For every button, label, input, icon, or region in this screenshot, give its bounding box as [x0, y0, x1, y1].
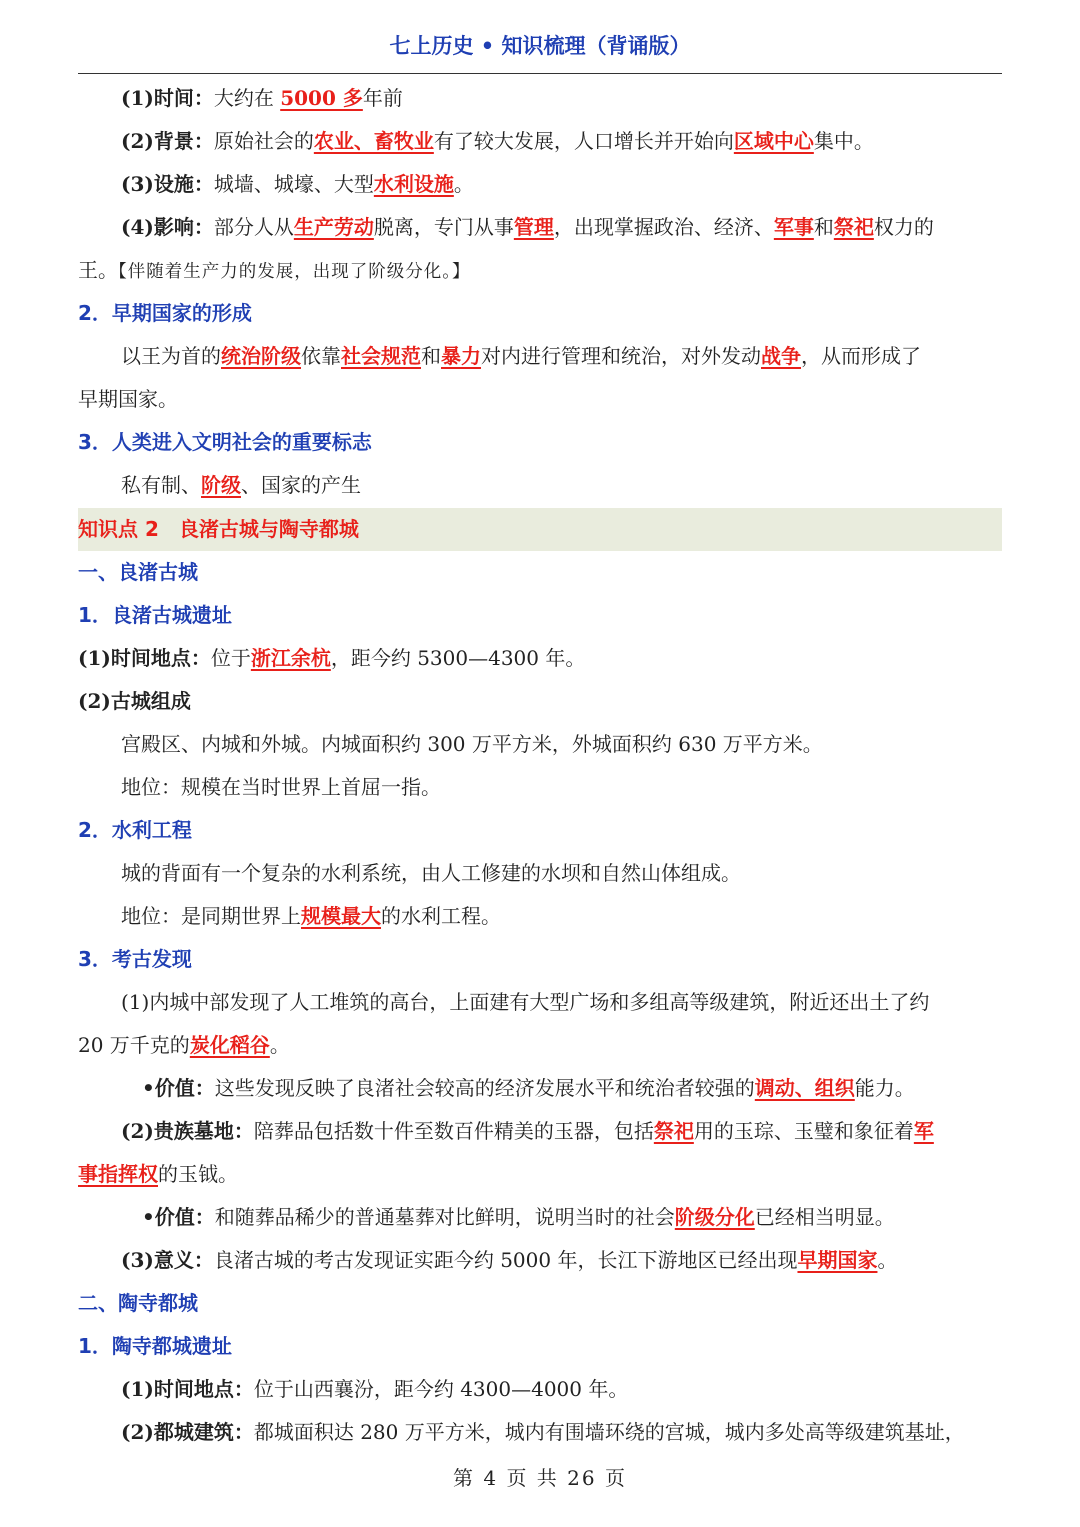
- text: 权力的: [873, 215, 934, 239]
- highlight: 早期国家: [797, 1248, 878, 1272]
- highlight: 阶级: [201, 473, 241, 497]
- highlight: 水利设施: [373, 172, 454, 196]
- highlight: 社会规范: [341, 344, 421, 368]
- text: 20 万千克的: [78, 1033, 190, 1057]
- facilities-label: (3)设施：: [121, 172, 214, 196]
- text: 的玉钺。: [158, 1162, 238, 1186]
- label: (1)时间地点：: [78, 646, 211, 670]
- text: 位于: [210, 646, 251, 670]
- note: 【伴随着生产力的发展，出现了阶级分化。】: [118, 262, 471, 282]
- text: 这些发现反映了良渚社会较高的经济发展水平和统治者较强的: [214, 1076, 755, 1100]
- highlight: 战争: [761, 344, 801, 368]
- label: (2)贵族墓地：: [121, 1119, 254, 1143]
- text: 良渚古城的考古发现证实距今约 5000 年，长江下游地区已经出现: [213, 1248, 798, 1272]
- highlight: 浙江余杭: [250, 646, 331, 670]
- section-heading: 二、陶寺都城: [78, 1291, 198, 1315]
- arch-paragraph-2-cont: [78, 1153, 1002, 1196]
- text: 对内进行管理和统治，对外发动: [481, 344, 761, 368]
- value-paragraph-2: [78, 1196, 1002, 1239]
- arch-paragraph-3: [78, 1239, 1002, 1282]
- label: •价值：: [142, 1205, 215, 1229]
- text: 已经相当明显。: [754, 1205, 895, 1229]
- section-heading: 2．早期国家的形成: [78, 301, 252, 325]
- highlight: 阶级分化: [674, 1205, 755, 1229]
- text: 。: [453, 172, 474, 196]
- time-paragraph: [78, 77, 1002, 120]
- subsection-heading: 2．水利工程: [78, 818, 192, 842]
- civilization-markers: [78, 464, 1002, 507]
- highlight: 统治阶级: [221, 344, 301, 368]
- highlight: 祭祀: [653, 1119, 694, 1143]
- highlight: 5000 多: [280, 86, 363, 110]
- text: 原始社会的: [213, 129, 314, 153]
- text: 年前: [362, 86, 403, 110]
- liangzhu-composition-label: (2)古城组成: [78, 689, 191, 713]
- text: 都城面积达 280 万平方米，城内有围墙环绕的宫城，城内多处高等级建筑基址，: [253, 1420, 965, 1444]
- state-formation-paragraph: [78, 335, 1002, 378]
- highlight: 军: [913, 1119, 934, 1143]
- water-status: [78, 895, 1002, 938]
- section-heading: 3．人类进入文明社会的重要标志: [78, 430, 372, 454]
- page-footer: 第 4 页 共 26 页: [453, 1466, 627, 1490]
- text: 脱离，专门从事: [373, 215, 514, 239]
- arch-paragraph-1-cont: [78, 1024, 1002, 1067]
- impact-label: (4)影响：: [121, 215, 214, 239]
- text: 位于山西襄汾，距今约 4300—4000 年。: [253, 1377, 629, 1401]
- liangzhu-composition-text: 宫殿区、内城和外城。内城面积约 300 万平方米，外城面积约 630 万平方米。: [121, 732, 823, 756]
- text: 大约在: [213, 86, 281, 110]
- highlight: 农业、畜牧业: [313, 129, 434, 153]
- text: ，距今约 5300—4300 年。: [330, 646, 586, 670]
- taosi-build-paragraph: [78, 1411, 1002, 1454]
- text: 。: [269, 1033, 290, 1057]
- text: 依靠: [301, 344, 341, 368]
- highlight: 事指挥权: [78, 1162, 158, 1186]
- highlight: 暴力: [441, 344, 481, 368]
- text: 王。: [78, 258, 118, 282]
- background-paragraph: [78, 120, 1002, 163]
- text: 能力。: [854, 1076, 915, 1100]
- text: 和: [421, 344, 441, 368]
- highlight: 管理: [513, 215, 554, 239]
- subsection-heading: 1．良渚古城遗址: [78, 603, 232, 627]
- section-heading: 一、良渚古城: [78, 560, 198, 584]
- highlight: 生产劳动: [293, 215, 374, 239]
- text: 城墙、城壕、大型: [213, 172, 374, 196]
- knowledge-point-banner: 知识点 2 良渚古城与陶寺都城: [78, 508, 1002, 551]
- text: 有了较大发展，人口增长并开始向: [433, 129, 734, 153]
- text: 、国家的产生: [241, 473, 361, 497]
- time-label: (1)时间：: [121, 86, 214, 110]
- text: 以王为首的: [121, 344, 221, 368]
- water-text: 城的背面有一个复杂的水利系统，由人工修建的水坝和自然山体组成。: [121, 861, 741, 885]
- subsection-heading: 3．考古发现: [78, 947, 192, 971]
- value-paragraph-1: [78, 1067, 1002, 1110]
- text: 部分人从: [213, 215, 294, 239]
- state-formation-paragraph-cont: 早期国家。: [78, 387, 178, 411]
- document-body: [78, 77, 1002, 1454]
- highlight: 祭祀: [833, 215, 874, 239]
- highlight: 军事: [773, 215, 814, 239]
- text: 集中。: [813, 129, 874, 153]
- liangzhu-time-paragraph: [78, 637, 1002, 680]
- text: 和: [813, 215, 834, 239]
- label: (3)意义：: [121, 1248, 214, 1272]
- text: ，出现掌握政治、经济、: [553, 215, 774, 239]
- label: (1)时间地点：: [121, 1377, 254, 1401]
- highlight: 区域中心: [733, 129, 814, 153]
- highlight: 炭化稻谷: [189, 1033, 270, 1057]
- arch-paragraph-2: [78, 1110, 1002, 1153]
- impact-paragraph-cont: [78, 249, 1002, 292]
- text: 的水利工程。: [381, 904, 501, 928]
- text: 用的玉琮、玉璧和象征着: [693, 1119, 914, 1143]
- background-label: (2)背景：: [121, 129, 214, 153]
- text: ，从而形成了: [801, 344, 921, 368]
- subsection-heading: 1．陶寺都城遗址: [78, 1334, 232, 1358]
- label: (2)都城建筑：: [121, 1420, 254, 1444]
- header-title: 七上历史 • 知识梳理（背诵版）: [389, 34, 691, 58]
- text: 陪葬品包括数十件至数百件精美的玉器，包括: [253, 1119, 654, 1143]
- highlight: 规模最大: [301, 904, 381, 928]
- taosi-time-paragraph: [78, 1368, 1002, 1411]
- label: •价值：: [142, 1076, 215, 1100]
- text: 和随葬品稀少的普通墓葬对比鲜明，说明当时的社会: [214, 1205, 675, 1229]
- facilities-paragraph: [78, 163, 1002, 206]
- text: 。: [877, 1248, 898, 1272]
- text: 地位：是同期世界上: [121, 904, 301, 928]
- page-header: [78, 0, 1002, 74]
- highlight: 调动、组织: [754, 1076, 855, 1100]
- liangzhu-status-text: 地位：规模在当时世界上首屈一指。: [121, 775, 441, 799]
- text: 私有制、: [121, 473, 201, 497]
- impact-paragraph: [78, 206, 1002, 249]
- arch-paragraph-1: (1)内城中部发现了人工堆筑的高台，上面建有大型广场和多组高等级建筑，附近还出土了约: [121, 990, 930, 1014]
